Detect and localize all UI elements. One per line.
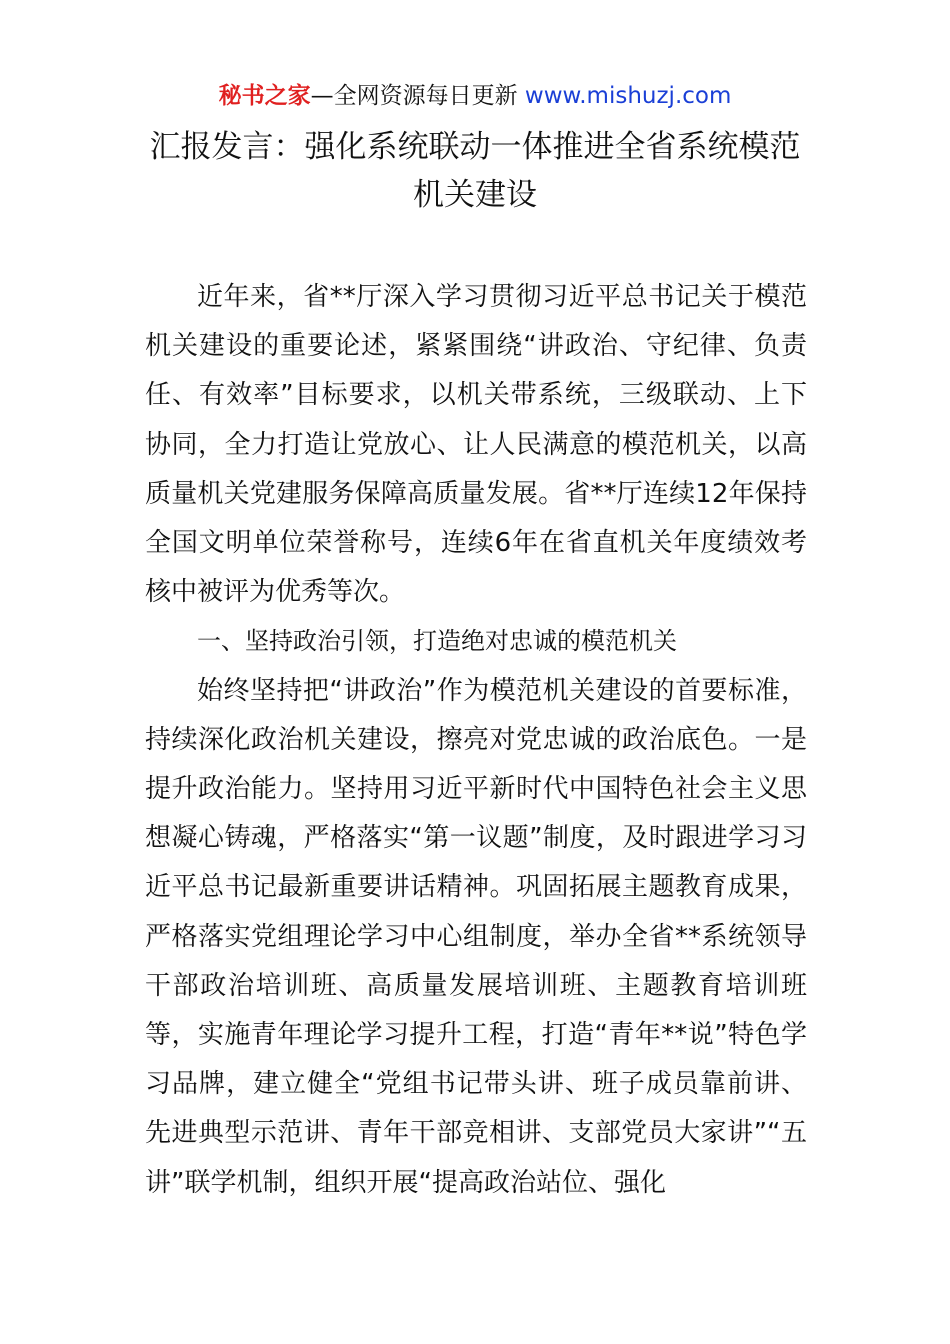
section-heading-1: 一、坚持政治引领，打造绝对忠诚的模范机关 bbox=[197, 627, 677, 656]
intro-paragraph: 近年来，省**厅深入学习贯彻习近平总书记关于模范机关建设的重要论述，紧紧围绕“讲政治、守纪律、负责任、有效率”目标要求，以机关带系统，三级联动、上下协同，全力打造让党放心、让人民满意的模范机关，以高质量机关党建服务保障高质量发展。省**厅连续12年保持全国文明单位荣誉称号，连续6年在省直机关年度绩效考核中被评为优秀等次。 bbox=[145, 282, 807, 608]
watermark-slogan: —全网资源每日更新 bbox=[310, 83, 518, 109]
document-body bbox=[145, 273, 807, 1208]
watermark-url[interactable]: www.mishuzj.com bbox=[524, 83, 732, 109]
watermark-brand: 秘书之家 bbox=[218, 83, 311, 109]
document-title: 汇报发言：强化系统联动一体推进全省系统模范机关建设 bbox=[149, 129, 801, 213]
section-1-paragraph: 始终坚持把“讲政治”作为模范机关建设的首要标准，持续深化政治机关建设，擦亮对党忠诚的政治底色。一是提升政治能力。坚持用习近平新时代中国特色社会主义思想凝心铸魂，严格落实“第一议题”制度，及时跟进学习习近平总书记最新重要讲话精神。巩固拓展主题教育成果，严格落实党组理论学习中心组制度，举办全省**系统领导干部政治培训班、高质量发展培训班、主题教育培训班等，实施青年理论学习提升工程，打造“青年**说”特色学习品牌，建立健全“党组书记带头讲、班子成员靠前讲、先进典型示范讲、青年干部竞相讲、支部党员大家讲”“五讲”联学机制，组织开展“提高政治站位、强化 bbox=[145, 675, 807, 1198]
watermark-header bbox=[0, 80, 950, 112]
